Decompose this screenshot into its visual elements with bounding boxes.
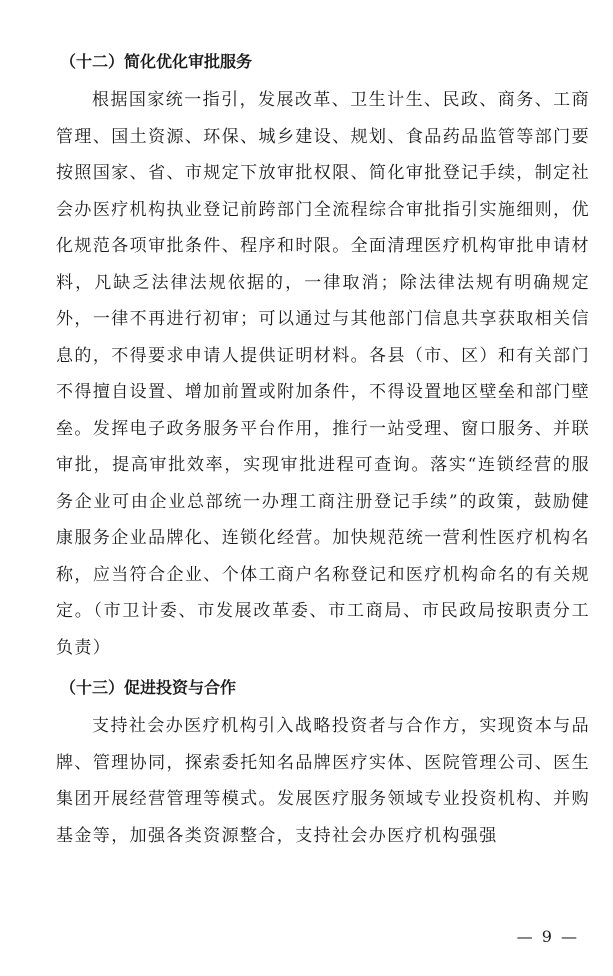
section-13-paragraph: 支持社会办医疗机构引入战略投资者与合作方，实现资本与品牌、管理协同，探索委托知名品牌医疗实体、医院管理公司、医生集团开展经营管理等模式。发展医疗服务领域专业投资机构、并购基金等，加强各类资源整合，支持社会办医疗机构强强 <box>56 716 590 846</box>
section-12-paragraph: 根据国家统一指引，发展改革、卫生计生、民政、商务、工商管理、国土资源、环保、城乡建设、规划、食品药品监管等部门要按照国家、省、市规定下放审批权限、简化审批登记手续，制定社会办医疗机构执业登记前跨部门全流程综合审批指引实施细则，优化规范各项审批条件、程序和时限。全面清理医疗机构审批申请材料，凡缺乏法律法规依据的，一律取消；除法律法规有明确规定外，一律不再进行初审；可以通过与其他部门信息共享获取相关信息的，不得要求申请人提供证明材料。各县（市、区）和有关部门不得擅自设置、增加前置或附加条件，不得设置地区壁垒和部门壁垒。发挥电子政务服务平台作用，推行一站受理、窗口服务、并联审批，提高审批效率，实现审批进程可查询。落实“连锁经营的服务企业可由企业总部统一办理工商注册登记手续”的政策，鼓励健康服务企业品牌化、连锁化经营。加快规范统一营利性医疗机构名称，应当符合企业、个体工商户名称登记和医疗机构命名的有关规定。（市卫计委、市发展改革委、市工商局、市民政局按职责分工负责） <box>56 90 590 658</box>
section-12-heading: （十二）简化优化审批服务 <box>60 52 253 71</box>
section-13-heading: （十三）促进投资与合作 <box>60 678 237 697</box>
page-footer <box>0 926 613 948</box>
page-number: — 9 — <box>516 927 579 946</box>
document-content <box>56 42 590 854</box>
